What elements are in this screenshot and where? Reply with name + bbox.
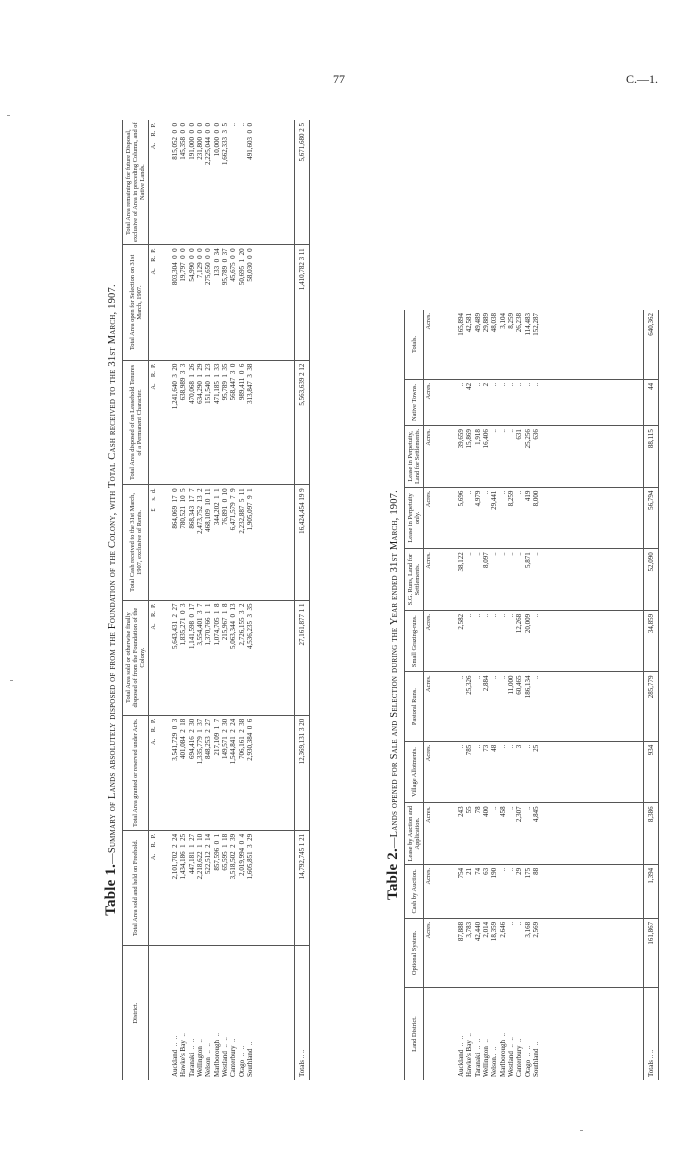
t2-col-lip-only: 5,696 .. 4,979 .. 29,441 .. 8,259 .. 419 8,000 (456, 487, 643, 549)
t2-col-sg-settlements: 38,122 .. .. 8,097 .. .. .. .. 5,871 .. (456, 549, 643, 611)
t1-total-cash: 16,424,454 19 9 (294, 485, 309, 600)
t1-total-freehold: 14,792,745 1 21 (294, 830, 309, 945)
t2-total-sg-settlements: 52,090 (643, 549, 658, 611)
t1-header-granted: Total Area granted or reserved under Acts. (123, 715, 149, 830)
t2-district-list: Auckland .. .. Hawke's Bay .. Taranaki .. .. Wellington .. Nelson.. .. Marlborough .. Westland .. .. Canterbury .. Otago .. .. Southland .. (457, 1033, 540, 1077)
t1-total-granted: 12,369,131 3 20 (294, 715, 309, 830)
t1-total-remaining: 5,671,680 2 5 (294, 120, 309, 245)
t2-total-optional: 161,867 (643, 918, 658, 987)
t1-col-disposed: 5,643,431 2 27 1,835,271 0 3 1,141,598 0 17 3,554,401 3 7 1,370,766 1 1 1,074,705 1 8 215,967 1 8 5,063,344 0 13 2,726,155 3 2 4,536,235 3 35 (170, 600, 294, 715)
table-1-title-label: Table 1. (103, 863, 119, 916)
t2-unit: Acres. (424, 918, 457, 987)
t2-col-native-towns: .. 42 .. 2 .. .. .. .. .. .. (456, 379, 643, 425)
t2-header-optional: Optional System. (405, 918, 424, 987)
t1-col-granted: 3,541,729 0 3 401,084 2 18 694,416 2 30 1,335,779 1 37 848,253 2 27 217,109 1 7 149,571 2 30 1,544,841 2 24 706,161 2 38 2,930,384 0 6 (170, 715, 294, 830)
t2-total-small-grazing: 34,859 (643, 610, 658, 672)
t2-header-pastoral: Pastoral Runs. (405, 672, 424, 741)
t2-header-cash-auction: Cash by Auction. (405, 864, 424, 918)
t2-unit: Acres. (424, 803, 457, 865)
t2-unit: Acres. (424, 487, 457, 549)
t2-header-sg-settlements: S.G. Runs, Land for Settlements. (405, 549, 424, 611)
t2-units-row (424, 310, 457, 1080)
t1-unit-0 (149, 946, 171, 1080)
t2-col-small-grazing: 2,582 .. .. .. .. .. .. 12,268 20,009 .. (456, 610, 643, 672)
t2-header-totals: Totals. (405, 310, 424, 379)
scan-speck (10, 680, 13, 681)
t2-unit: Acres. (424, 672, 457, 741)
t2-total-native-towns: 44 (643, 379, 658, 425)
t2-header-lip-only: Lease in Perpetuity only. (405, 487, 424, 549)
table-2-title-label: Table 2. (385, 848, 401, 900)
table-1-title (100, 120, 122, 1080)
t2-total-lip-settlements: 88,115 (643, 426, 658, 488)
t2-col-optional: 87,888 3,783 42,440 2,014 18,359 2,646 .. .. 3,168 2,569 (456, 918, 643, 987)
t1-header-leasehold: Total Area disposed of on Leasehold Tenures of a Permanent Character. (123, 360, 149, 485)
t1-totals-row (294, 120, 309, 1080)
t2-total-pastoral: 285,779 (643, 672, 658, 741)
t2-col-lip-settlements: 39,659 15,869 1,918 16,406 .. .. .. 631 25,256 636 (456, 426, 643, 488)
t1-col-remaining: 815,052 0 0 145,358 0 0 191,000 0 0 231,800 0 0 2,225,044 0 0 10,000 0 0 1,662,333 3 5 .. .. 491,603 0 0 (170, 120, 294, 245)
t2-totals-label: Totals .. .. (643, 988, 658, 1080)
t2-col-lease-auction: 243 55 78 400 .. 458 .. 2,307 .. 4,845 (456, 803, 643, 865)
t1-unit-3: A. R. P. (149, 600, 171, 715)
t2-header-lease-auction: Lease by Auction and Application. (405, 803, 424, 865)
t2-data-row (456, 310, 643, 1080)
t1-header-cash: Total Cash received to the 31st March, 1907, exclusive of Rents. (123, 485, 149, 600)
t1-col-freehold: 2,101,702 2 24 1,434,186 1 25 447,181 1 27 2,218,622 1 10 522,512 2 14 857,596 0 1 65,595 1 18 3,518,502 2 39 2,019,994 0 4 1,605,851 3 29 (170, 830, 294, 945)
t2-col-pastoral: .. 25,326 .. 2,884 .. .. 11,000 60,465 186,134 .. (456, 672, 643, 741)
t1-header-open: Total Area open for Selection on 31st March, 1907. (123, 245, 149, 360)
t1-total-leasehold: 5,563,639 2 12 (294, 360, 309, 485)
t1-data-row (170, 120, 294, 1080)
t2-unit: Acres. (424, 310, 457, 379)
table-2-title-text: —Lands opened for Sale and Selection during the Year ended 31st March, 1907. (389, 490, 400, 849)
t2-unit: Acres. (424, 379, 457, 425)
t1-total-open: 1,410,782 3 11 (294, 245, 309, 360)
table-2-block (382, 310, 657, 1080)
t1-header-disposed: Total Area sold or otherwise finally disposed of from the Foundation of the Colony. (123, 600, 149, 715)
t1-col-cash: 864,069 17 0 780,521 10 5 868,343 17 7 2,473,752 13 2 468,109 10 11 344,202 1 1 76,891 0 10 6,471,579 7 9 2,232,887 5 11 1,905,097 9 1 (170, 485, 294, 600)
t1-unit-2: A. R. P. (149, 715, 171, 830)
t2-total-grand: 640,362 (643, 310, 658, 379)
t1-units-row (149, 120, 171, 1080)
t1-unit-5: A. R. P. (149, 360, 171, 485)
t2-col-village: .. 785 .. 73 48 .. .. 3 .. 25 (456, 741, 643, 803)
t1-header-district: District. (123, 946, 149, 1080)
t2-total-lip-only: 56,794 (643, 487, 658, 549)
t2-header-native-towns: Native Towns. (405, 379, 424, 425)
table-1-block (100, 120, 310, 1080)
t2-header-lip-settlements: Lease in Perpetuity, Land for Settlements. (405, 426, 424, 488)
table-2-header-row (405, 310, 424, 1080)
page-reference: C.—1. (626, 72, 659, 86)
t2-total-cash-auction: 1,394 (643, 864, 658, 918)
scan-speck (7, 115, 10, 116)
t2-unit: Acres. (424, 549, 457, 611)
table-2-title (382, 310, 404, 1080)
page-number: 77 (333, 72, 345, 86)
t2-col-cash-auction: 754 21 74 63 190 .. .. 29 175 88 (456, 864, 643, 918)
t1-col-leasehold: 1,241,640 3 20 638,989 3 3 470,068 1 26 634,290 1 29 151,540 1 23 471,185 1 33 95,789 1 35 568,447 3 0 989,411 0 6 313,847 3 38 (170, 360, 294, 485)
t2-totals-row (643, 310, 658, 1080)
t1-col-open: 803,304 0 0 19,797 0 0 54,990 0 0 7,129 0 0 275,650 0 0 133 0 34 95,789 0 37 45,675 0 0 50,695 1 20 58,030 0 0 (170, 245, 294, 360)
scan-speck (580, 1130, 583, 1131)
t2-unit-blank (424, 988, 457, 1080)
t1-unit-1: A. R. P. (149, 830, 171, 945)
t2-unit: Acres. (424, 426, 457, 488)
t1-totals-label: Totals .. .. (294, 946, 309, 1080)
table-2 (404, 310, 659, 1080)
t1-district-list: Auckland .. .. Hawke's Bay .. Taranaki .. .. Wellington .. Nelson .. .. Marlborough .. Westland .. .. Canterbury .. Otago .. .. Southland .. (171, 1033, 254, 1077)
t2-unit: Acres. (424, 610, 457, 672)
t2-unit: Acres. (424, 864, 457, 918)
t1-unit-6: A. R. P. (149, 245, 171, 360)
t1-header-freehold: Total Area sold and held on Freehold. (123, 830, 149, 945)
t2-total-village: 934 (643, 741, 658, 803)
t1-unit-7: A. R. P. (149, 120, 171, 245)
t2-total-lease-auction: 8,386 (643, 803, 658, 865)
t2-col-totals: 165,894 42,581 49,489 29,889 48,038 3,104 8,259 26,238 114,483 152,287 (456, 310, 643, 379)
t2-header-village: Village Allotments. (405, 741, 424, 803)
t1-unit-4: £ s. d. (149, 485, 171, 600)
table-1 (122, 120, 310, 1080)
t1-total-disposed: 27,161,877 1 1 (294, 600, 309, 715)
table-1-header-row (123, 120, 149, 1080)
t1-header-remaining: Total Area remaining for future Disposal, exclusive of Area in preceding Column, and of Native Lands. (123, 120, 149, 245)
table-1-title-text: —Summary of Lands absolutely disposed of from the Foundation of the Colony, with Total Cash received to the 31st March, 1907. (107, 284, 118, 864)
t2-unit: Acres. (424, 741, 457, 803)
t2-header-district: Land District. (405, 988, 424, 1080)
t2-header-small-grazing: Small Grazing-runs. (405, 610, 424, 672)
